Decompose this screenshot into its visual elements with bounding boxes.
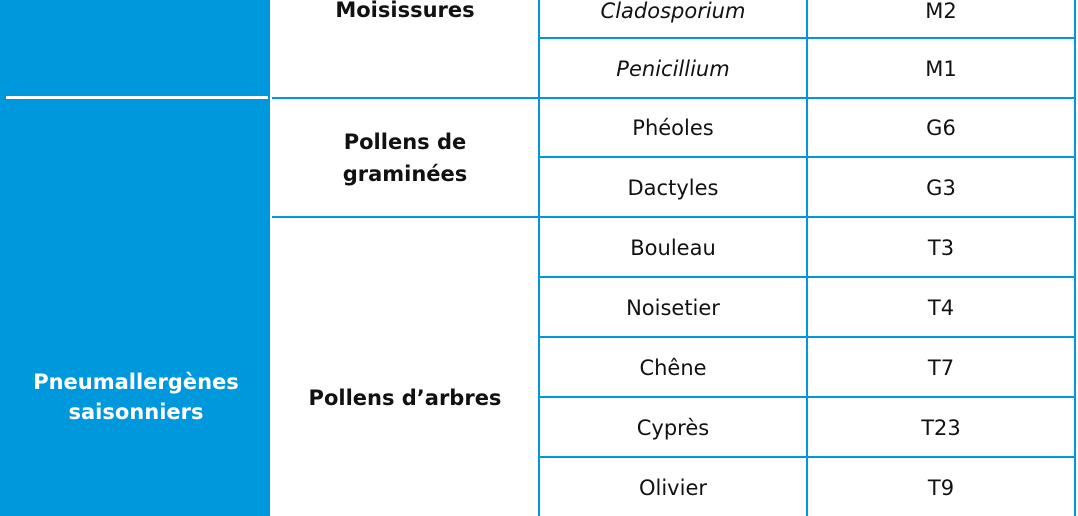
table-row-name: Noisetier [626, 296, 720, 320]
table-row-name: Phéoles [632, 116, 714, 140]
grid-line-vertical-3 [1074, 0, 1076, 516]
table-row-name: Chêne [639, 356, 707, 380]
table-row-code: G3 [926, 176, 956, 200]
table-row-code: T4 [927, 296, 955, 320]
group-cell-graminees [272, 100, 538, 216]
group-cell-arbres [272, 218, 538, 516]
group-label-graminees-line1: Pollens de [343, 130, 467, 154]
table-row-code: T7 [927, 356, 955, 380]
table-row-code: M2 [925, 0, 957, 23]
category-label-line1: Pneumallergènes [33, 370, 239, 394]
category-column [0, 0, 270, 516]
category-label-seasonal [0, 367, 272, 427]
group-label-moisissures: Moisissures [335, 0, 475, 22]
category-label-line2: saisonniers [68, 400, 204, 424]
group-label-arbres: Pollens d’arbres [308, 386, 502, 410]
table-row-name: Bouleau [630, 236, 716, 260]
table-row-name: Penicillium [616, 57, 730, 81]
table-row-code: G6 [926, 116, 956, 140]
table-row-code: T3 [927, 236, 955, 260]
table-row-code: T23 [921, 416, 961, 440]
table-row-name: Cyprès [636, 416, 710, 440]
table-row-name: Dactyles [627, 176, 719, 200]
table-row-code: T9 [927, 476, 955, 500]
group-label-graminees-line2: graminées [342, 162, 468, 186]
table-row-name: Cladosporium [600, 0, 746, 23]
table-row-code: M1 [925, 57, 957, 81]
table-row-name: Olivier [638, 476, 707, 500]
group-cell-moisissures [272, 0, 538, 40]
category-divider [6, 96, 268, 99]
